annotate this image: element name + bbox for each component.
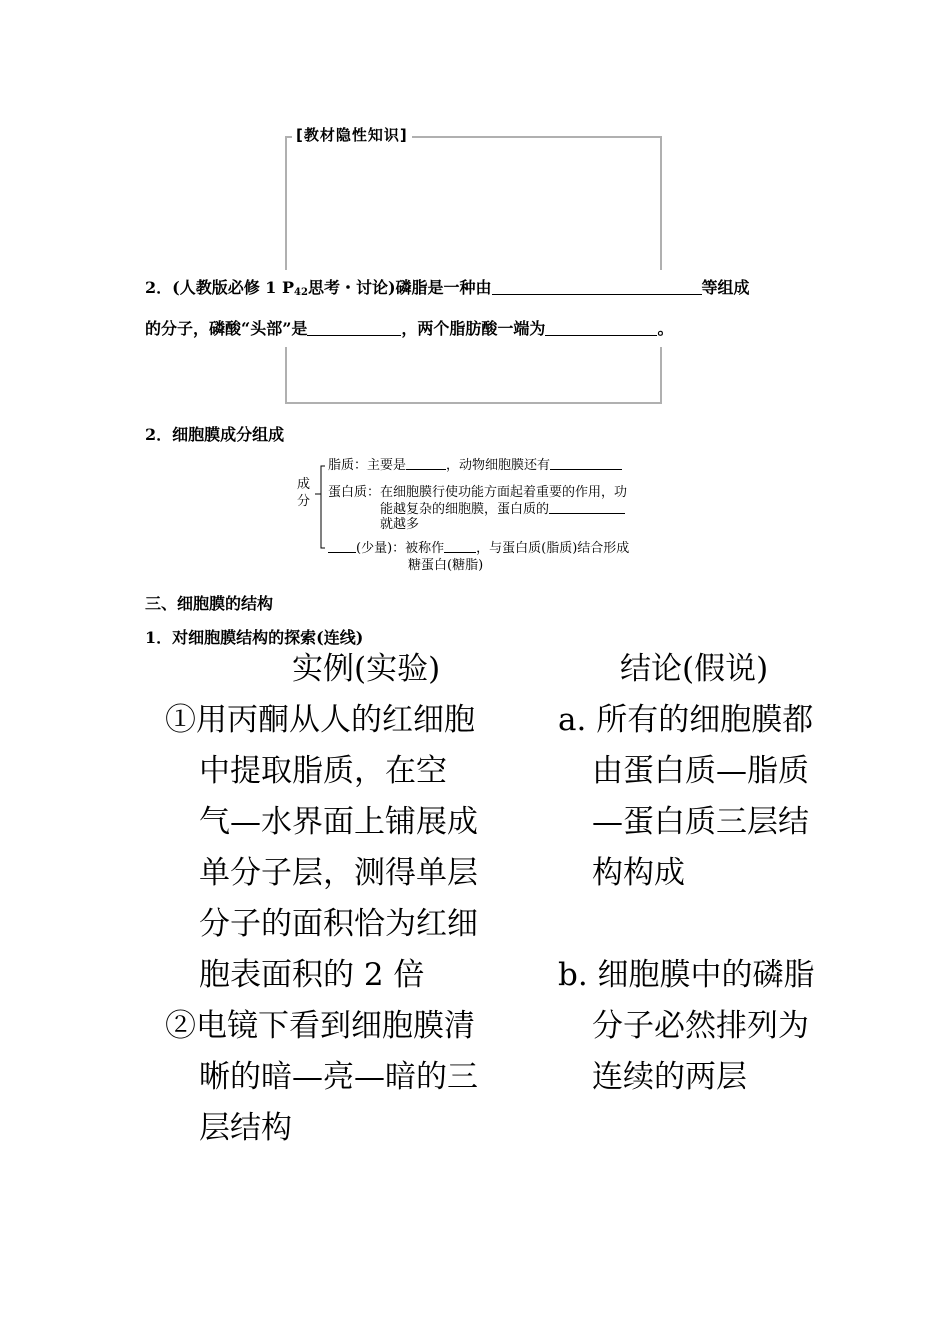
conclusion-line: 分子必然排列为 — [592, 1008, 809, 1044]
answer-blank[interactable] — [444, 540, 476, 553]
conclusion-line: b. 细胞膜中的磷脂 — [558, 957, 815, 993]
knowledge-box-title: [教材隐性知识] — [292, 124, 412, 145]
composition-label-char: 分 — [297, 494, 311, 509]
example-line: ①用丙酮从人的红细胞 — [165, 702, 475, 738]
column-title-conclusions: 结论(假说) — [620, 651, 769, 687]
question-text-3: 的分子，磷酸“头部”是 — [145, 319, 308, 338]
answer-blank[interactable] — [406, 457, 446, 470]
question-source-page: 42 — [294, 287, 308, 298]
answer-blank[interactable] — [550, 457, 622, 470]
protein-line-1: 蛋白质：在细胞膜行使功能方面起着重要的作用，功 — [328, 485, 628, 500]
example-line: 单分子层，测得单层 — [199, 855, 478, 891]
conclusion-line: 由蛋白质—脂质 — [592, 753, 809, 789]
lipid-text-b: ，动物细胞膜还有 — [446, 458, 551, 473]
examples-list — [165, 695, 478, 1154]
conclusion-line: —蛋白质三层结 — [592, 804, 809, 840]
sugar-line-2: 糖蛋白(糖脂) — [408, 558, 484, 573]
question-text-1: 磷脂是一种由 — [395, 278, 492, 297]
knowledge-question — [145, 270, 815, 347]
structure-heading: 三、细胞膜的结构 — [145, 594, 274, 613]
example-line: 分子的面积恰为红细 — [199, 906, 478, 942]
sugar-line-1 — [328, 540, 629, 557]
sugar-text-a: (少量)：被称作 — [356, 541, 445, 556]
column-title-examples: 实例(实验) — [292, 651, 441, 687]
composition-heading: 2．细胞膜成分组成 — [145, 425, 285, 444]
protein-line-2 — [380, 501, 625, 518]
composition-label-char: 成 — [297, 477, 311, 492]
conclusion-line: 构构成 — [592, 855, 685, 891]
example-line: ②电镜下看到细胞膜清 — [165, 1008, 475, 1044]
answer-blank[interactable] — [492, 276, 702, 295]
structure-subheading: 1．对细胞膜结构的探索(连线) — [145, 628, 364, 647]
conclusion-b — [558, 950, 815, 1103]
example-line: 中提取脂质，在空 — [199, 753, 447, 789]
conclusion-line: 连续的两层 — [592, 1059, 747, 1095]
composition-label — [297, 476, 313, 510]
answer-blank[interactable] — [545, 317, 657, 336]
answer-blank[interactable] — [328, 540, 356, 553]
conclusion-line: a. 所有的细胞膜都 — [558, 702, 814, 738]
answer-blank[interactable] — [549, 501, 625, 514]
lipid-line — [328, 457, 622, 474]
question-text-2: 等组成 — [701, 278, 750, 297]
protein-line-3: 就越多 — [380, 517, 420, 532]
sugar-text-b: ，与蛋白质(脂质)结合形成 — [476, 541, 630, 556]
question-source-close: 思考・讨论) — [307, 278, 396, 297]
conclusion-a — [558, 695, 813, 899]
answer-blank[interactable] — [307, 317, 401, 336]
question-text-5: 。 — [657, 319, 674, 338]
example-line: 层结构 — [199, 1110, 292, 1146]
example-line: 胞表面积的 2 倍 — [199, 957, 425, 993]
question-source-open: (人教版必修 1 P — [172, 278, 295, 297]
example-line: 晰的暗—亮—暗的三 — [199, 1059, 478, 1095]
protein-text: 能越复杂的细胞膜，蛋白质的 — [380, 502, 550, 517]
example-line: 气—水界面上铺展成 — [199, 804, 478, 840]
question-text-4: ，两个脂肪酸一端为 — [401, 319, 546, 338]
question-number: 2． — [145, 278, 173, 297]
lipid-text-a: 脂质：主要是 — [328, 458, 407, 473]
